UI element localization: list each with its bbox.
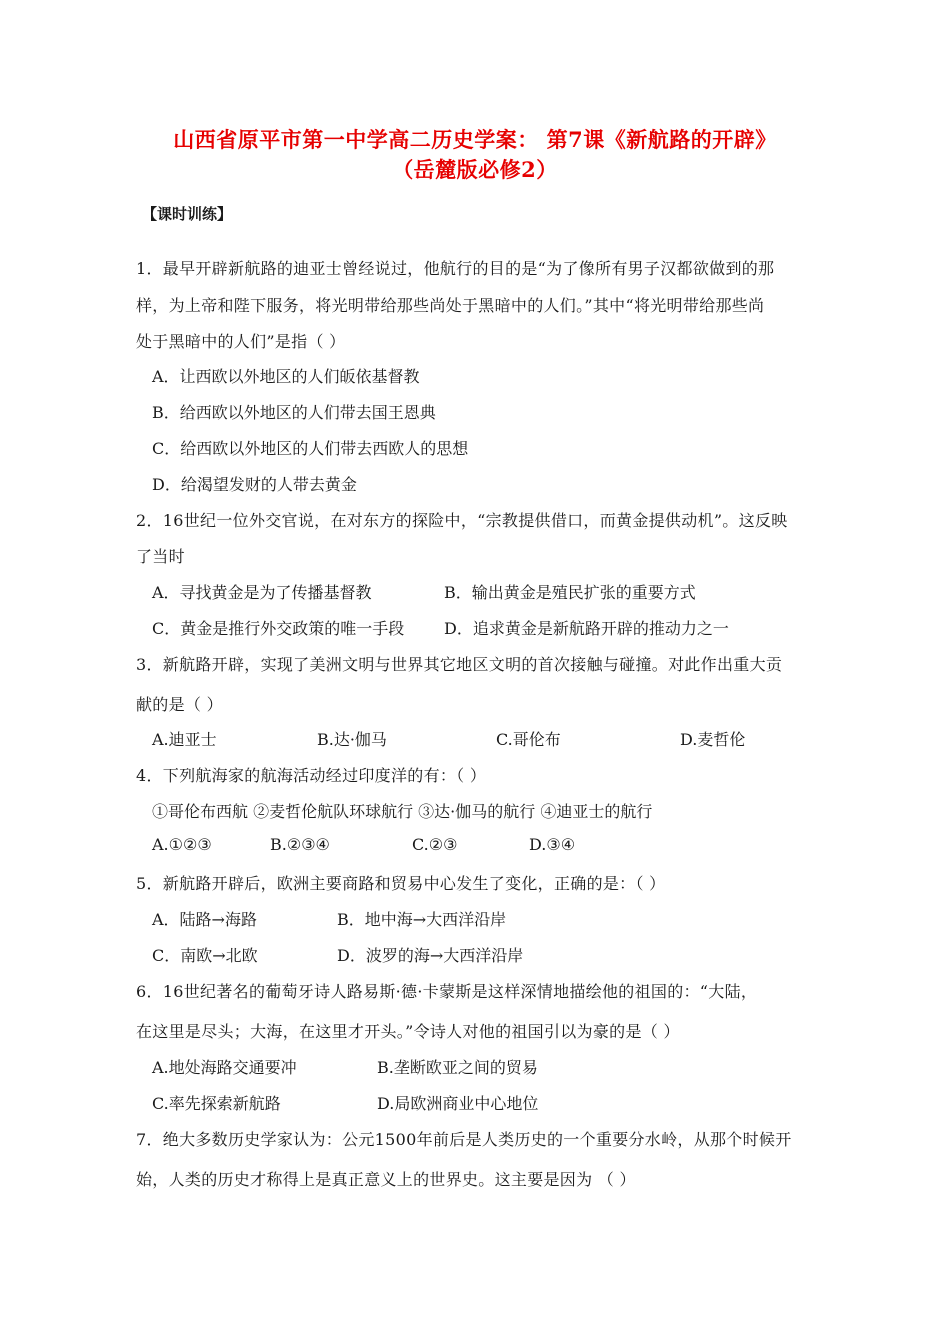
q1-stem-line-1: 1．最早开辟新航路的迪亚士曾经说过，他航行的目的是“为了像所有男子汉都欲做到的那 xyxy=(136,259,775,278)
q5-option-c: C．南欧→北欧 xyxy=(152,946,258,965)
q2-option-a: A．寻找黄金是为了传播基督教 xyxy=(152,583,372,602)
q2-option-c: C．黄金是推行外交政策的唯一手段 xyxy=(152,619,405,638)
document-subtitle: （岳麓版必修2） xyxy=(392,157,558,182)
q5-stem-line-1: 5．新航路开辟后，欧洲主要商路和贸易中心发生了变化，正确的是：（ ） xyxy=(136,874,666,893)
q4-stem-line-1: 4．下列航海家的航海活动经过印度洋的有：（ ） xyxy=(136,766,487,785)
document-title: 山西省原平市第一中学高二历史学案： 第7课《新航路的开辟》 xyxy=(173,127,777,152)
q3-stem-line-2: 献的是（ ） xyxy=(136,695,223,714)
q4-option-d: D.③④ xyxy=(529,835,576,854)
q3-option-d: D.麦哲伦 xyxy=(680,730,746,749)
q6-option-b: B.垄断欧亚之间的贸易 xyxy=(377,1058,538,1077)
q5-option-d: D．波罗的海→大西洋沿岸 xyxy=(337,946,524,965)
q1-option-a: A．让西欧以外地区的人们皈依基督教 xyxy=(152,367,420,386)
q4-option-b: B.②③④ xyxy=(270,835,330,854)
q3-option-a: A.迪亚士 xyxy=(152,730,217,749)
q1-stem-line-3: 处于黑暗中的人们”是指（ ） xyxy=(136,332,346,351)
q3-stem-line-1: 3．新航路开辟，实现了美洲文明与世界其它地区文明的首次接触与碰撞。对此作出重大贡 xyxy=(136,655,783,674)
q4-option-a: A.①②③ xyxy=(152,835,212,854)
q6-option-a: A.地处海路交通要冲 xyxy=(152,1058,297,1077)
q6-stem-line-1: 6．16世纪著名的葡萄牙诗人路易斯·德·卡蒙斯是这样深情地描绘他的祖国的：“大陆， xyxy=(136,982,758,1001)
q6-option-c: C.率先探索新航路 xyxy=(152,1094,281,1113)
q2-option-b: B．输出黄金是殖民扩张的重要方式 xyxy=(444,583,696,602)
q2-stem-line-1: 2．16世纪一位外交官说，在对东方的探险中，“宗教提供借口，而黄金提供动机”。这反映 xyxy=(136,511,788,530)
q5-option-a: A．陆路→海路 xyxy=(152,910,257,929)
q1-option-c: C．给西欧以外地区的人们带去西欧人的思想 xyxy=(152,439,469,458)
q4-items: ①哥伦布西航 ②麦哲伦航队环球航行 ③达·伽马的航行 ④迪亚士的航行 xyxy=(152,802,653,821)
q4-option-c: C.②③ xyxy=(412,835,458,854)
q6-stem-line-2: 在这里是尽头；大海，在这里才开头。”令诗人对他的祖国引以为豪的是（ ） xyxy=(136,1022,680,1041)
q3-option-b: B.达·伽马 xyxy=(317,730,387,749)
q6-option-d: D.局欧洲商业中心地位 xyxy=(377,1094,539,1113)
q2-option-d: D．追求黄金是新航路开辟的推动力之一 xyxy=(444,619,729,638)
q5-option-b: B．地中海→大西洋沿岸 xyxy=(337,910,507,929)
q2-stem-line-2: 了当时 xyxy=(136,547,185,566)
q1-option-d: D．给渴望发财的人带去黄金 xyxy=(152,475,357,494)
q1-option-b: B．给西欧以外地区的人们带去国王恩典 xyxy=(152,403,436,422)
q1-stem-line-2: 样，为上帝和陛下服务，将光明带给那些尚处于黑暗中的人们。”其中“将光明带给那些尚 xyxy=(136,296,765,315)
q7-stem-line-2: 始，人类的历史才称得上是真正意义上的世界史。这主要是因为 （ ） xyxy=(136,1170,636,1189)
q7-stem-line-1: 7．绝大多数历史学家认为：公元1500年前后是人类历史的一个重要分水岭，从那个时候开 xyxy=(136,1130,792,1149)
section-heading: 【课时训练】 xyxy=(142,205,233,223)
q3-option-c: C.哥伦布 xyxy=(496,730,561,749)
